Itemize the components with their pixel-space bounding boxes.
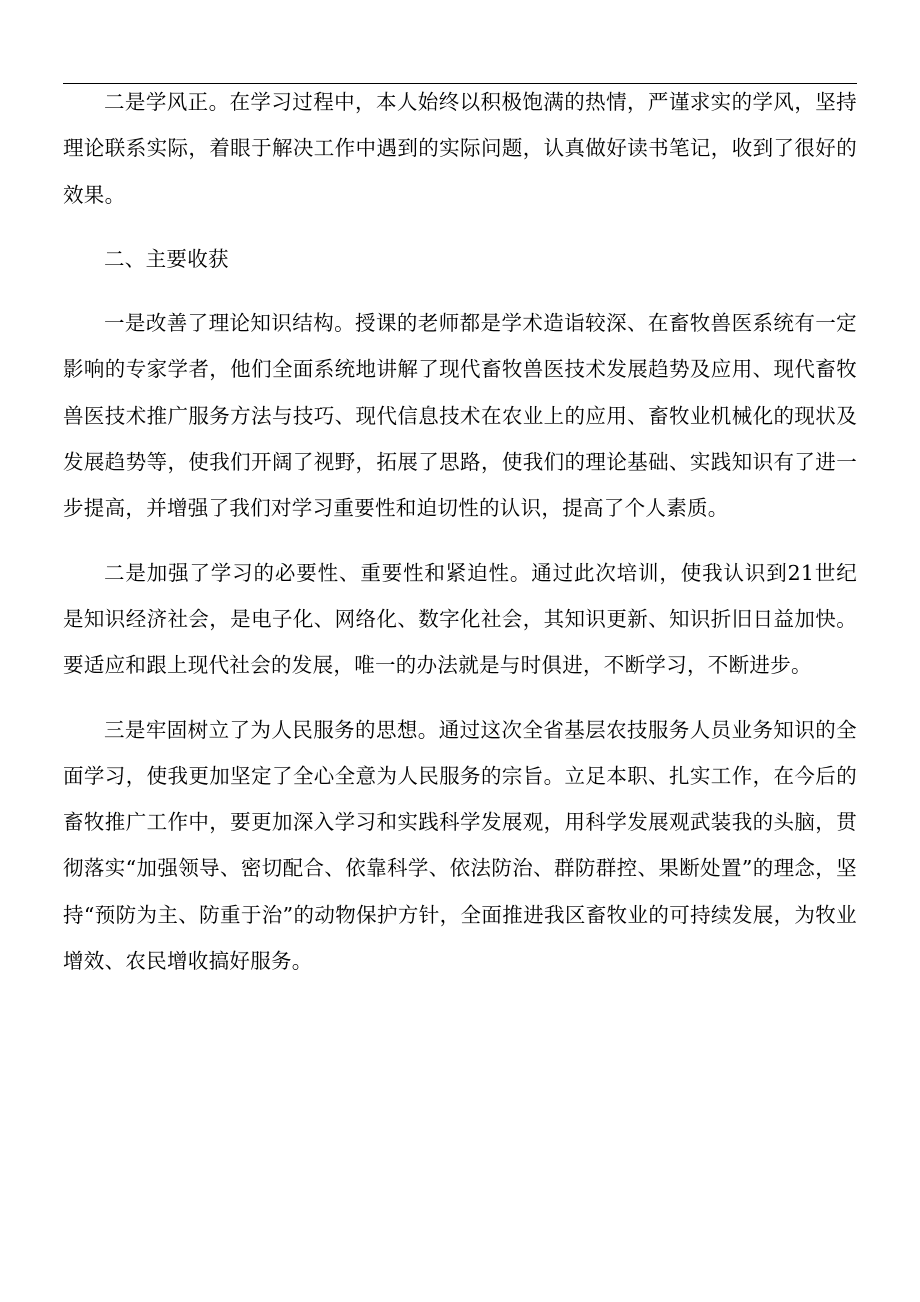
paragraph-serve-people: 三是牢固树立了为人民服务的思想。通过这次全省基层农技服务人员业务知识的全面学习，使我更加坚定了全心全意为人民服务的宗旨。立足本职、扎实工作，在今后的畜牧推广工作中，要更加深入学习和实践科学发展观，用科学发展观武装我的头脑，贯彻落实“加强领导、密切配合、依靠科学、依法防治、群防群控、果断处置”的理念，坚持“预防为主、防重于治”的动物保护方针，全面推进我区畜牧业的可持续发展，为牧业增效、农民增收搞好服务。 (63, 717, 857, 974)
section-heading-main-gains: 二、主要收获 (104, 246, 229, 271)
paragraph-study-style: 二是学风正。在学习过程中，本人始终以积极饱满的热情，严谨求实的学风，坚持理论联系实际，着眼于解决工作中遇到的实际问题，认真做好读书笔记，收到了很好的效果。 (63, 90, 857, 207)
paragraph-learning-urgency: 二是加强了学习的必要性、重要性和紧迫性。通过此次培训，使我认识到21世纪是知识经济社会，是电子化、网络化、数字化社会，其知识更新、知识折旧日益加快。要适应和跟上现代社会的发展，唯一的办法就是与时俱进，不断学习，不断进步。 (63, 560, 857, 678)
paragraph-knowledge-structure: 一是改善了理论知识结构。授课的老师都是学术造诣较深、在畜牧兽医系统有一定影响的专家学者，他们全面系统地讲解了现代畜牧兽医技术发展趋势及应用、现代畜牧兽医技术推广服务方法与技巧、现代信息技术在农业上的应用、畜牧业机械化的现状及发展趋势等，使我们开阔了视野，拓展了思路，使我们的理论基础、实践知识有了进一步提高，并增强了我们对学习重要性和迫切性的认识，提高了个人素质。 (63, 311, 857, 521)
document-body (63, 79, 857, 1002)
